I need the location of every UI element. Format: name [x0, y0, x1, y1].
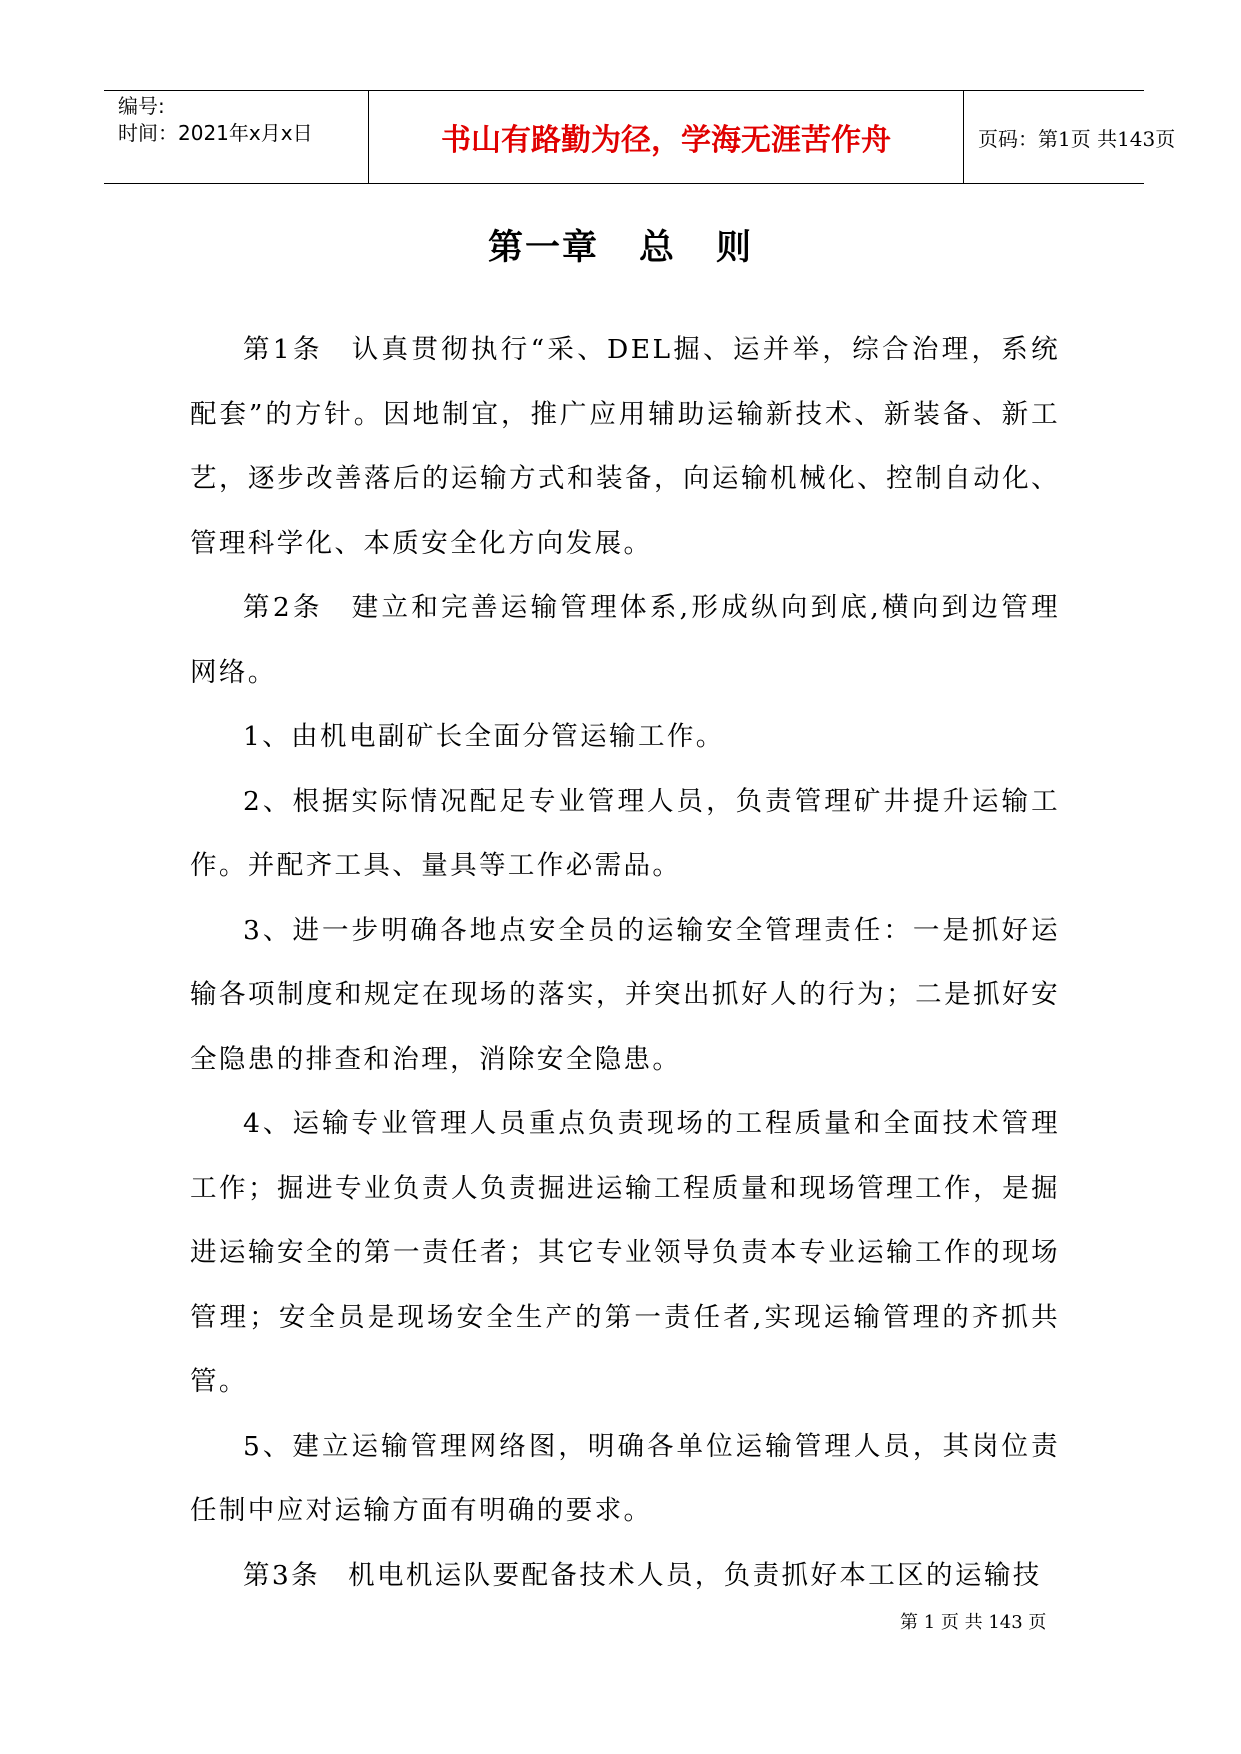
chapter-word-2: 则	[716, 228, 754, 268]
chapter-title	[0, 220, 1241, 270]
paragraph	[190, 899, 1060, 1093]
paragraph-text: 5、建立运输管理网络图，明确各单位运输管理人员，其岗位责任制中应对运输方面有明确的要求。	[190, 1430, 1060, 1526]
article-number: 第1条	[243, 334, 323, 365]
paragraph	[190, 770, 1060, 899]
paragraph	[190, 318, 1060, 576]
paragraph	[190, 1415, 1060, 1544]
paragraph	[190, 1092, 1060, 1415]
paragraph-text: 建立和完善运输管理体系,形成纵向到底,横向到边管理网络。	[190, 592, 1060, 688]
paragraph	[190, 705, 1060, 770]
article-number: 第3条	[243, 1559, 321, 1591]
chapter-word-1: 总	[638, 228, 676, 268]
serial-number-label: 编号:	[118, 94, 165, 118]
paragraph-text: 认真贯彻执行“采、DEL掘、运并举，综合治理，系统配套”的方针。因地制宜，推广应用辅助运输新技术、新装备、新工艺，逐步改善落后的运输方式和装备，向运输机械化、控制自动化、管理科学化、本质安全化方向发展。	[190, 334, 1060, 559]
page-header	[104, 90, 1176, 184]
header-motto: 书山有路勤为径，学海无涯苦作舟	[369, 91, 964, 183]
paragraph-text: 2、根据实际情况配足专业管理人员，负责管理矿井提升运输工作。并配齐工具、量具等工作必需品。	[190, 785, 1060, 881]
paragraph-text: 3、进一步明确各地点安全员的运输安全管理责任：一是抓好运输各项制度和规定在现场的落实，并突出抓好人的行为；二是抓好安全隐患的排查和治理，消除安全隐患。	[190, 914, 1060, 1075]
paragraph	[190, 1544, 1060, 1609]
time-label: 时间：2021年x月x日	[118, 121, 313, 145]
page-footer: 第 1 页 共 143 页	[900, 1612, 1047, 1633]
chapter-number: 第一章	[487, 228, 599, 268]
document-body	[190, 318, 1060, 1608]
article-number: 第2条	[243, 592, 323, 623]
header-info-cell	[104, 91, 369, 183]
paragraph	[190, 576, 1060, 705]
paragraph-text: 4、运输专业管理人员重点负责现场的工程质量和全面技术管理工作；掘进专业负责人负责掘进运输工程质量和现场管理工作，是掘进运输安全的第一责任者；其它专业领导负责本专业运输工作的现场管理；安全员是现场安全生产的第一责任者,实现运输管理的齐抓共管。	[190, 1108, 1060, 1397]
header-page-code: 页码：第1页 共143页	[978, 126, 1176, 151]
paragraph-text: 机电机运队要配备技术人员，负责抓好本工区的运输技	[348, 1559, 1042, 1591]
paragraph-text: 1、由机电副矿长全面分管运输工作。	[243, 721, 725, 752]
